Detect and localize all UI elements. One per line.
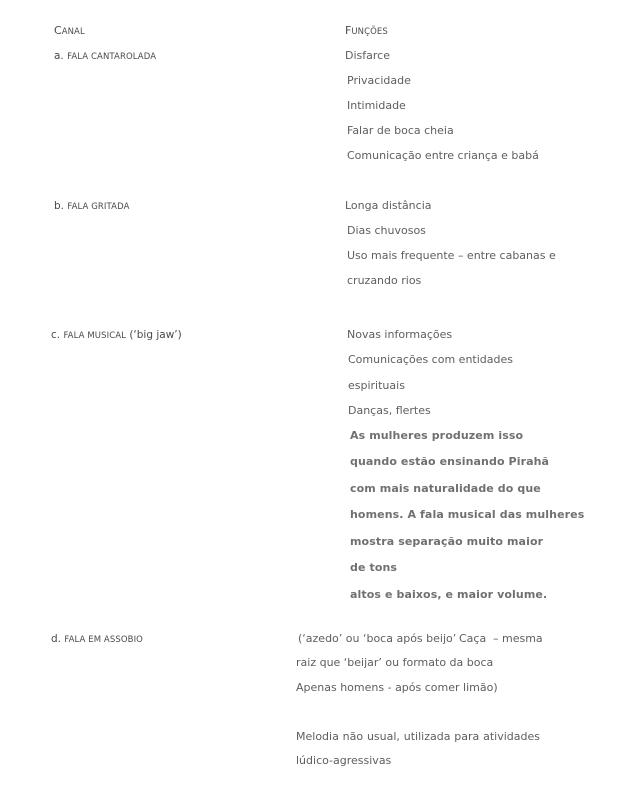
function-d-5: lúdico-agressivas [296,754,392,767]
note-c-4: homens. A fala musical das mulheres [350,508,585,521]
function-d-1c: – mesma [493,632,543,645]
function-a-5: Comunicação entre criança e babá [347,149,539,162]
channel-d-label: d. FALA EM ASSOBIO [51,633,143,645]
note-c-2: quando estão ensinando Pirahã [350,455,550,468]
channel-c-label: c. FALA MUSICAL (‘big jaw’) [51,329,182,341]
function-c-3: espirituais [348,379,405,392]
function-a-3: Intimidade [347,99,406,112]
function-b-3: Uso mais frequente – entre cabanas e [347,249,556,262]
function-d-4: Melodia não usual, utilizada para atividades [296,730,540,743]
function-d-1b: Caça [459,632,487,645]
note-c-5: mostra separação muito maior [350,535,544,548]
function-c-1: Novas informações [347,328,453,341]
function-c-2: Comunicações com entidades [348,353,513,366]
function-a-1: Disfarce [345,49,390,62]
channel-b-label: b. FALA GRITADA [54,200,130,212]
function-d-2: raiz que ‘beijar’ ou formato da boca [296,656,494,669]
header-canal: CANAL [54,24,85,37]
function-a-2: Privacidade [347,74,411,87]
function-d-3: Apenas homens - após comer limão) [296,681,498,694]
note-c-3: com mais naturalidade do que [350,482,541,495]
function-b-2: Dias chuvosos [347,224,426,237]
channel-a-label: a. FALA CANTAROLADA [54,50,157,62]
note-c-7: altos e baixos, e maior volume. [350,588,548,601]
header-funcoes: FUNÇÕES [345,24,388,37]
note-c-1: As mulheres produzem isso [350,429,524,442]
function-c-4: Danças, flertes [348,404,431,417]
function-d-1a: (‘azedo’ ou ‘boca após beijo’ [298,632,457,645]
function-a-4: Falar de boca cheia [347,124,454,137]
note-c-6: de tons [350,561,398,574]
function-b-1: Longa distância [345,199,432,212]
function-b-4: cruzando rios [347,274,422,287]
